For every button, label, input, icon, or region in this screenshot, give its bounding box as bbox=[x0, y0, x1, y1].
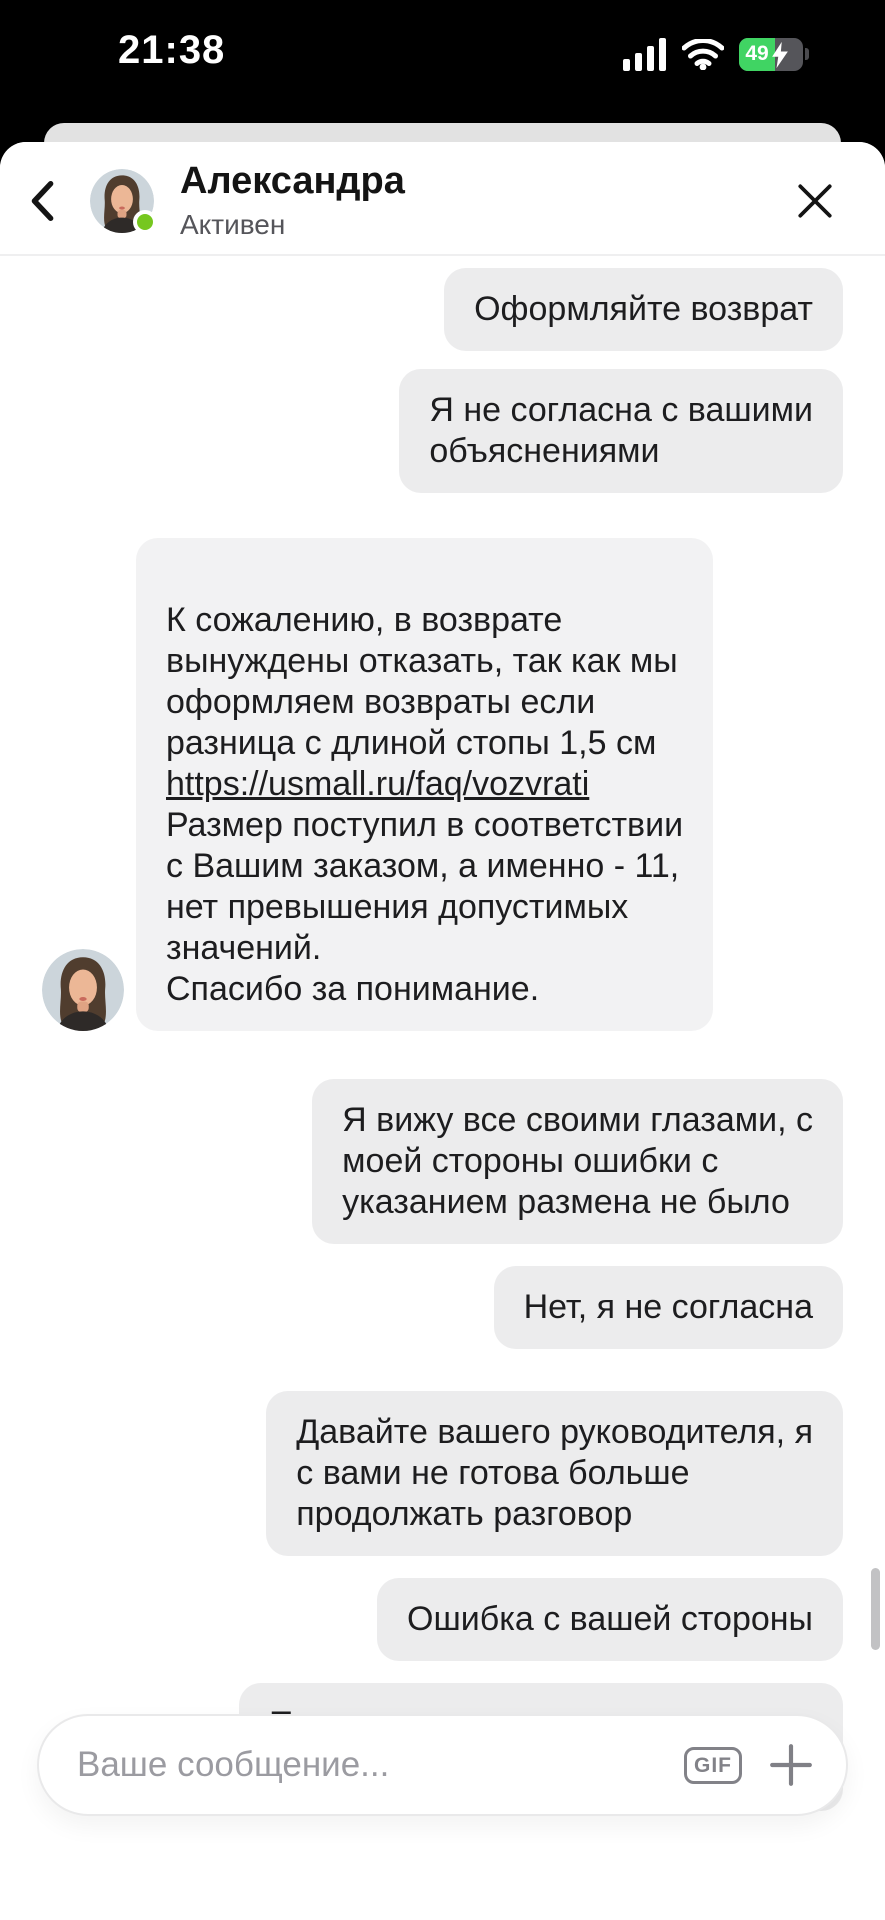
scrollbar-thumb[interactable] bbox=[871, 1568, 880, 1650]
close-button[interactable] bbox=[791, 177, 839, 225]
peer-name: Александра bbox=[180, 159, 405, 202]
message-bubble-outgoing: Давайте вашего руководителя, я с вами не готова больше продолжать разговор bbox=[266, 1391, 843, 1556]
message-text: Размер поступил в соответствии с Вашим заказом, а именно - 11, нет превышения допустимых значений. Спасибо за понимание. bbox=[166, 806, 684, 1008]
online-status-dot bbox=[133, 210, 157, 234]
message-bubble-outgoing: Я вижу все своими глазами, с моей стороны ошибки с указанием размена не было bbox=[312, 1079, 843, 1244]
incoming-message-row bbox=[42, 538, 713, 1031]
message-text: К сожалению, в возврате вынуждены отказать, так как мы оформляем возвраты если разница с длиной стопы 1,5 см bbox=[166, 601, 678, 762]
plus-icon bbox=[768, 1742, 814, 1788]
status-icons bbox=[623, 36, 809, 72]
add-attachment-button[interactable] bbox=[768, 1742, 814, 1788]
sender-avatar bbox=[42, 949, 124, 1031]
close-icon bbox=[794, 180, 836, 222]
battery-icon bbox=[739, 38, 809, 71]
cellular-signal-icon bbox=[623, 38, 667, 71]
peer-avatar bbox=[90, 169, 154, 233]
message-composer bbox=[37, 1714, 848, 1816]
message-bubble-outgoing: Нет, я не согласна bbox=[494, 1266, 843, 1349]
back-button[interactable] bbox=[22, 177, 62, 225]
battery-percent: 49 bbox=[745, 42, 769, 65]
peer-status: Активен bbox=[180, 209, 286, 241]
chevron-left-icon bbox=[29, 179, 55, 223]
message-input[interactable] bbox=[77, 1745, 684, 1785]
wifi-icon bbox=[682, 39, 724, 70]
chat-sheet bbox=[0, 142, 885, 1920]
gif-button[interactable]: GIF bbox=[684, 1747, 742, 1784]
charging-bolt-icon bbox=[769, 41, 791, 69]
message-bubble-outgoing: Ошибка с вашей стороны bbox=[377, 1578, 843, 1661]
message-bubble-outgoing: Я не согласна с вашими объяснениями bbox=[399, 369, 843, 493]
message-bubble-incoming bbox=[136, 538, 713, 1031]
message-list bbox=[0, 256, 885, 1920]
message-link[interactable]: https://usmall.ru/faq/vozvrati bbox=[166, 765, 590, 803]
message-bubble-outgoing: Оформляйте возврат bbox=[444, 268, 843, 351]
status-time: 21:38 bbox=[118, 28, 226, 72]
chat-header bbox=[0, 142, 885, 256]
